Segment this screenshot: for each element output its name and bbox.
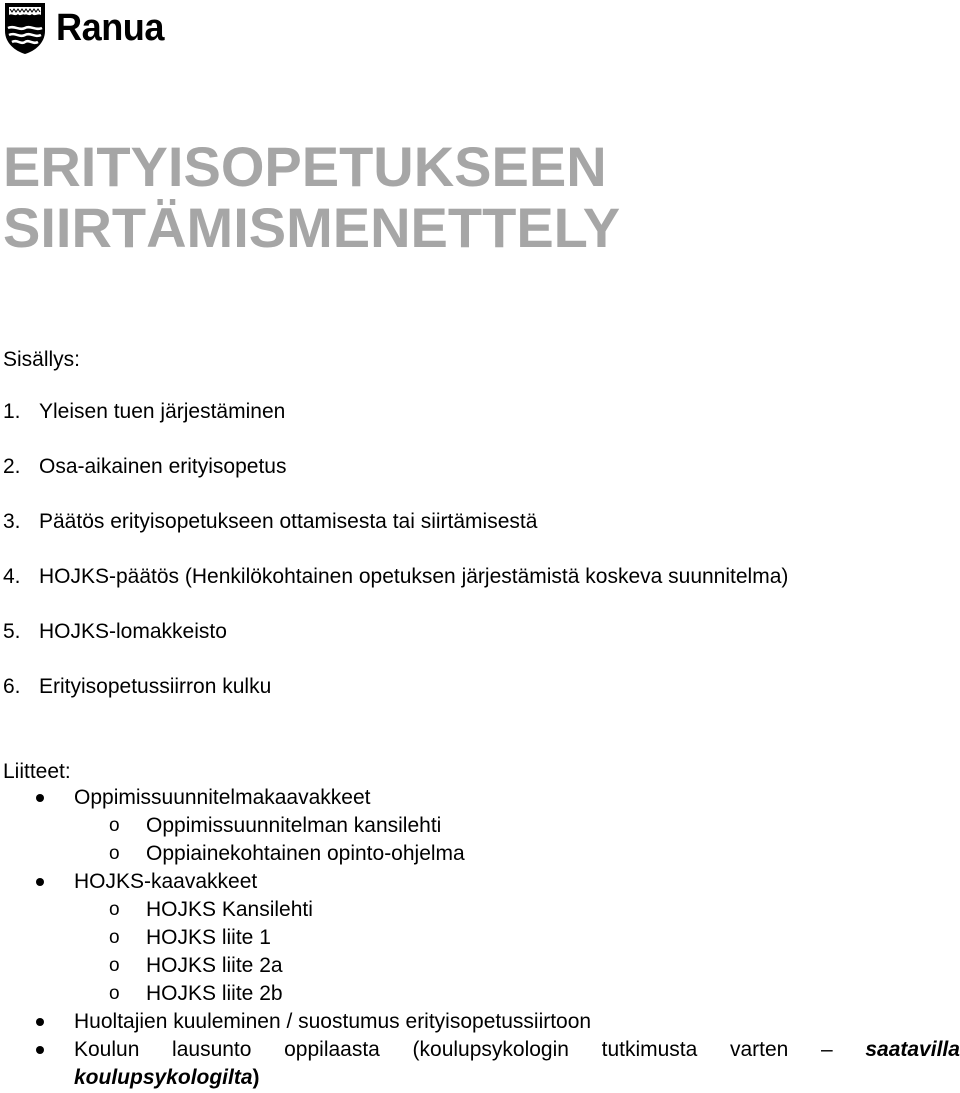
attachment-item: [0, 784, 960, 812]
toc-item-text: Päätös erityisopetukseen ottamisesta tai siirtämisestä: [39, 510, 538, 533]
statement-word: Koulun: [74, 1038, 140, 1061]
page-title-line-1: ERITYISOPETUKSEEN: [3, 135, 607, 198]
brand-name: Ranua: [56, 7, 164, 49]
toc-item: [3, 675, 788, 730]
attachment-subitem-text: HOJKS liite 1: [146, 926, 271, 949]
attachment-subitem-text: HOJKS liite 2b: [146, 982, 283, 1005]
ranua-coat-of-arms-icon: [2, 1, 48, 55]
attachment-item: [0, 868, 960, 896]
toc-item: [3, 455, 788, 510]
toc-item: [3, 565, 788, 620]
toc-item-text: Erityisopetussiirron kulku: [39, 675, 272, 698]
sub-bullet-icon: o: [109, 815, 120, 836]
attachment-text: Huoltajien kuuleminen / suostumus erityisopetussiirtoon: [74, 1010, 592, 1033]
toc-item-number: 5.: [3, 620, 21, 643]
attachments-list: [0, 784, 960, 1092]
toc-item-number: 1.: [3, 400, 21, 423]
attachment-subitem-text: Oppimissuunnitelman kansilehti: [146, 814, 442, 837]
attachment-subitem-text: Oppiainekohtainen opinto-ohjelma: [146, 842, 465, 865]
attachment-text: HOJKS-kaavakkeet: [74, 870, 258, 893]
statement-word: oppilaasta: [284, 1038, 380, 1061]
statement-close-paren: ): [252, 1066, 260, 1089]
sub-bullet-icon: o: [109, 927, 120, 948]
sub-bullet-icon: o: [109, 983, 120, 1004]
toc-item-text: HOJKS-päätös (Henkilökohtainen opetuksen järjestämistä koskeva suunnitelma): [39, 565, 789, 588]
attachment-subitem: [0, 952, 960, 980]
toc-item-number: 6.: [3, 675, 21, 698]
toc-item-number: 4.: [3, 565, 21, 588]
statement-emphasis: koulupsykologilta: [74, 1066, 253, 1089]
attachment-item: [0, 1008, 960, 1036]
attachment-subitem: [0, 896, 960, 924]
contents-heading: Sisällys:: [3, 348, 81, 371]
page-title: [3, 136, 620, 258]
attachment-subitem: [0, 812, 960, 840]
attachment-text: Oppimissuunnitelmakaavakkeet: [74, 786, 371, 809]
toc-item: [3, 620, 788, 675]
attachment-subitem-text: HOJKS liite 2a: [146, 954, 283, 977]
bullet-icon: [36, 878, 44, 886]
header: [2, 0, 170, 56]
toc-item-number: 3.: [3, 510, 21, 533]
sub-bullet-icon: o: [109, 843, 120, 864]
sub-bullet-icon: o: [109, 955, 120, 976]
toc-item-number: 2.: [3, 455, 21, 478]
attachment-item-statement-continuation: [0, 1064, 960, 1092]
attachment-subitem: [0, 980, 960, 1008]
statement-word: lausunto: [172, 1038, 252, 1061]
bullet-icon: [36, 1018, 44, 1026]
bullet-icon: [36, 794, 44, 802]
table-of-contents: [3, 400, 788, 730]
attachments-heading: Liitteet:: [3, 760, 71, 783]
attachment-item-statement: [0, 1036, 960, 1064]
toc-item-text: Yleisen tuen järjestäminen: [39, 400, 286, 423]
bullet-icon: [36, 1046, 44, 1054]
sub-bullet-icon: o: [109, 899, 120, 920]
statement-word: tutkimusta: [601, 1038, 698, 1061]
statement-emphasis: saatavilla: [865, 1038, 960, 1061]
statement-word: (koulupsykologin: [412, 1038, 569, 1061]
attachment-subitem-text: HOJKS Kansilehti: [146, 898, 313, 921]
page-title-line-2: SIIRTÄMISMENETTELY: [3, 196, 621, 259]
toc-item: [3, 400, 788, 455]
attachment-subitem: [0, 840, 960, 868]
statement-word: varten: [729, 1038, 789, 1061]
statement-word: –: [821, 1038, 833, 1061]
toc-item-text: Osa-aikainen erityisopetus: [39, 455, 287, 478]
attachment-subitem: [0, 924, 960, 952]
toc-item-text: HOJKS-lomakkeisto: [39, 620, 227, 643]
toc-item: [3, 510, 788, 565]
